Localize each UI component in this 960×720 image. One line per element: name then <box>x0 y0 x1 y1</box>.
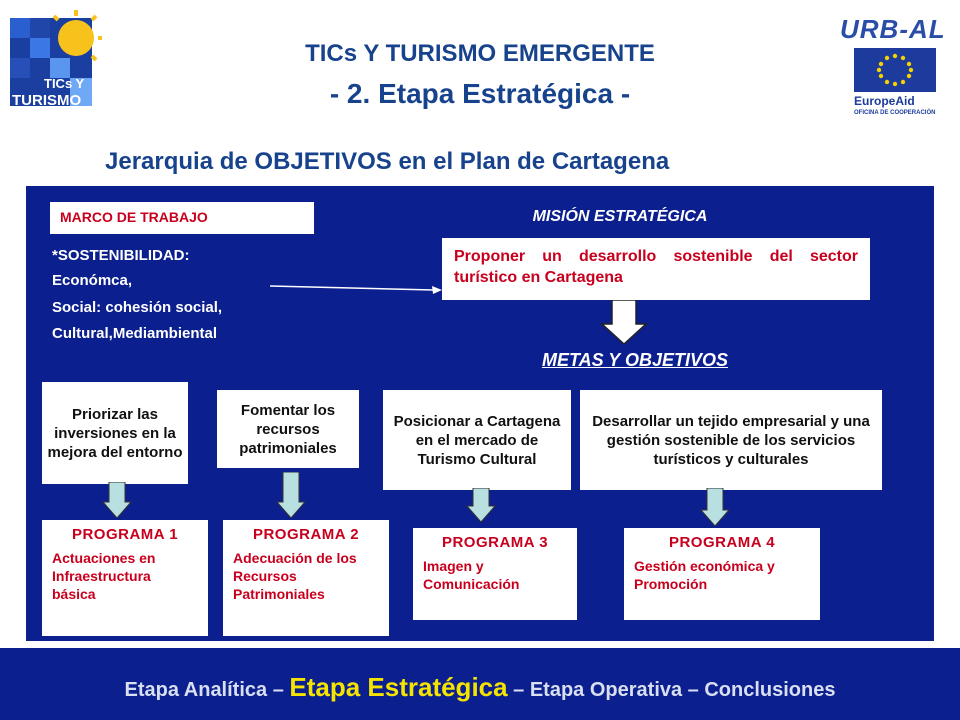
oficina-text: OFICINA DE COOPERACIÓN <box>854 110 936 116</box>
connector-arrow <box>270 260 442 300</box>
down-arrow-icon <box>466 488 496 524</box>
page-subtitle: - 2. Etapa Estratégica - <box>329 78 631 109</box>
footer-stage-current: Etapa Estratégica <box>289 672 508 702</box>
page-title: TICs Y TURISMO EMERGENTE <box>305 40 655 67</box>
down-arrow-icon <box>102 482 132 520</box>
program-desc: Imagen y Comunicación <box>423 558 520 592</box>
down-arrow-icon <box>276 472 306 520</box>
marco-line-3: Social: cohesión social, <box>52 299 223 316</box>
objective-3: Posicionar a Cartagena en el mercado de Turismo Cultural <box>383 390 571 490</box>
down-arrow-icon <box>700 488 730 528</box>
urbal-europeaid-logo <box>840 8 950 126</box>
down-arrow-icon <box>600 300 648 346</box>
program-4-box <box>624 528 820 620</box>
marco-line-2: Económca, <box>52 272 133 289</box>
tics-turismo-logo <box>10 8 102 108</box>
program-3-box <box>413 528 577 620</box>
marco-de-trabajo-box: MARCO DE TRABAJO <box>50 202 314 234</box>
objective-4: Desarrollar un tejido empresarial y una gestión sostenible de los servicios turísticos y culturales <box>580 390 882 490</box>
objective-1: Priorizar las inversiones en la mejora del entorno <box>42 382 188 484</box>
marco-line-4: Cultural,Mediambiental <box>52 325 218 342</box>
mision-box: Proponer un desarrollo sostenible del sector turístico en Cartagena <box>442 238 870 300</box>
program-2-box <box>223 520 389 636</box>
objective-2: Fomentar los recursos patrimoniales <box>217 390 359 468</box>
program-title: PROGRAMA 4 <box>668 534 776 551</box>
program-title: PROGRAMA 2 <box>252 526 360 543</box>
program-desc: Gestión económica y Promoción <box>634 558 775 592</box>
program-1-box <box>42 520 208 636</box>
urbal-brand-text: URB-AL <box>840 14 946 44</box>
mision-title: MISIÓN ESTRATÉGICA <box>532 208 708 225</box>
program-title: PROGRAMA 3 <box>441 534 549 551</box>
eu-flag-icon <box>854 48 936 92</box>
footer-stage-analitica: Etapa Analítica – <box>124 679 290 701</box>
program-title: PROGRAMA 1 <box>71 526 179 543</box>
metas-title: METAS Y OBJETIVOS <box>541 350 729 370</box>
logo-text-turismo: TURISMO <box>12 92 82 109</box>
program-desc: Adecuación de los Recursos Patrimoniales <box>233 550 357 602</box>
logo-text-tics: TICs Y <box>44 76 85 91</box>
footer-stage-rest: – Etapa Operativa – Conclusiones <box>507 679 836 701</box>
stage-navigation <box>0 672 960 703</box>
program-desc: Actuaciones en Infraestructura básica <box>52 550 156 602</box>
section-heading: Jerarquia de OBJETIVOS en el Plan de Cartagena <box>105 148 670 175</box>
europeaid-text: EuropeAid <box>854 94 915 108</box>
marco-line-1: *SOSTENIBILIDAD: <box>52 247 190 264</box>
